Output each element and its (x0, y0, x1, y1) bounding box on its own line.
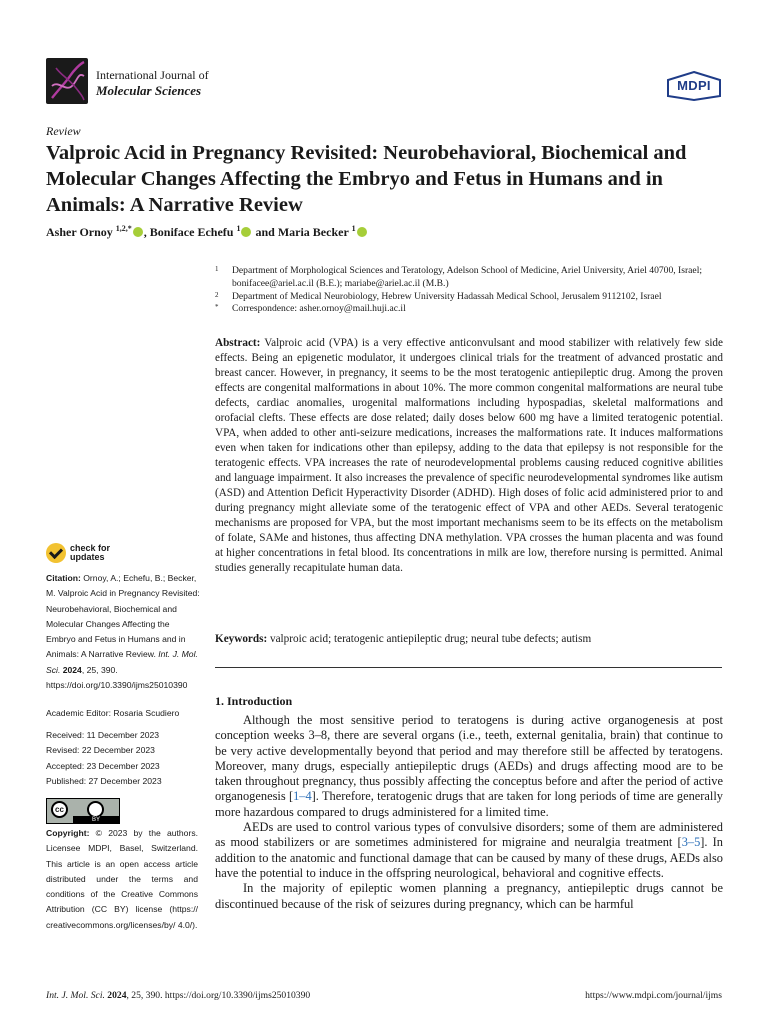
reference-link[interactable]: 1–4 (293, 789, 312, 804)
published-date: Published: 27 December 2023 (46, 775, 162, 786)
reference-link[interactable]: 3–5 (681, 835, 701, 850)
affiliation-mark: * (215, 303, 219, 312)
check-updates-line2: updates (70, 552, 105, 562)
mdpi-logo-text: MDPI (677, 78, 711, 93)
footer-citation (46, 990, 310, 1001)
revised-date: Revised: 22 December 2023 (46, 745, 155, 756)
affiliation-item (215, 291, 725, 304)
correspondence-text[interactable]: Correspondence: asher.ornoy@mail.huji.ac.il (232, 303, 406, 315)
article-type: Review (46, 124, 81, 138)
orcid-icon[interactable] (357, 227, 367, 237)
citation (46, 571, 201, 693)
mdpi-logo (666, 71, 722, 101)
keywords (215, 632, 723, 647)
check-for-updates-button[interactable] (46, 543, 146, 567)
citation-label: Citation: (46, 573, 81, 583)
author-name[interactable]: Asher Ornoy (46, 225, 113, 239)
affiliation-mark: 2 (215, 290, 219, 299)
paragraph (215, 820, 723, 881)
abstract (215, 336, 723, 576)
footer-year: 2024 (107, 990, 127, 1001)
cc-by-label: BY (73, 816, 119, 824)
body-text (215, 713, 723, 912)
author-marks: 1,2,* (115, 224, 132, 233)
author-name[interactable]: Boniface Echefu (149, 225, 234, 239)
footer-url[interactable]: https://www.mdpi.com/journal/ijms (585, 990, 722, 1001)
cc-by-license-badge[interactable] (46, 798, 120, 824)
affiliation-item (215, 303, 725, 316)
paragraph (215, 713, 723, 820)
copyright-notice (46, 826, 198, 933)
affiliation-mark: 1 (215, 265, 219, 273)
copyright-label: Copyright: (46, 828, 90, 838)
copyright-text: © 2023 by the authors. Licensee MDPI, Basel, Switzerland. This article is an open access article distributed under the terms and conditions of the Creative Commons Attribution (CC BY) license (https:// creativecommons.org/licenses/by/ 4.0/). (46, 828, 199, 930)
author-name[interactable]: Maria Becker (277, 225, 349, 239)
cc-icon: cc (51, 801, 68, 818)
citation-year: 2024 (62, 664, 82, 675)
author-list (46, 224, 368, 240)
paragraph-text: ]. Therefore, teratogenic drugs that are taken for long periods of time are generally more hazardous compared to drugs administered for a limited time. (215, 789, 723, 819)
citation-journal: Int. J. Mol. Sci. (46, 649, 198, 675)
accepted-date: Accepted: 23 December 2023 (46, 760, 160, 771)
journal-name (96, 68, 209, 98)
section-divider (215, 667, 722, 668)
check-updates-label (70, 544, 110, 562)
check-icon (46, 543, 66, 563)
abstract-text: Valproic acid (VPA) is a very effective anticonvulsant and mood stabilizer with relatively few side effects. Being an epigenetic modulator, it undergoes clinical trials for the treatment of advanced prostatic and breast cancer. However, in pregnancy, it seems to be the most teratogenic antiepileptic drug. Among the proven effects are congenital malformations in about 10%. The more common congenital malformations are neural tube defects, cardiac anomalies, urogenital malformations including hypospadias, skeletal malformations and orofacial clefts. These effects are dose related; daily doses below 600 mg have a limited teratogenic potential. VPA, when added to other anti-seizure medications, increases the malformations rate. It induces malformations even when taken for indications other than epilepsy, adding to the data that epilepsy is not responsible for the teratogenic effects. VPA increases the rate of neurodevelopmental problems causing reduced cognitive abilities and language impairment. It also increases the prevalence of specific neurodevelopmental syndromes like autism (ASD) and Attention Deficit Hyperactivity Disorder (ADHD). High doses of folic acid administered prior to and during pregnancy might alleviate some of the teratogenic effect of VPA and other AEDs. Several teratogenic mechanisms are proposed for VPA, but the most important mechanisms seem to be its effects on the metabolism of folate, SAMe and histones, thus affecting DNA methylation. VPA crosses the human placenta and was found at higher concentrations in fetal blood. Its concentrations in milk are low, therefore nursing is permitted. Animal studies generally recapitulate human data. (215, 337, 723, 574)
affiliation-item (215, 265, 725, 291)
footer-doi[interactable]: , 25, 390. https://doi.org/10.3390/ijms25010390 (126, 990, 311, 1001)
keywords-label: Keywords: (215, 633, 268, 645)
affiliations (215, 265, 725, 316)
journal-name-line2: Molecular Sciences (96, 83, 202, 98)
check-updates-line1: check for (70, 543, 111, 553)
author-marks: 1 (236, 224, 241, 233)
journal-logo (46, 58, 88, 104)
paragraph-text: Although the most sensitive period to teratogens is during active organogenesis at post conception weeks 3–8, there are several organs (i.e., teeth, external genitalia, brain) that continue to be very active developmentally beyond that period and may therefore still be affected by teratogens. Moreover, many drugs, especially antiepileptic drugs (AEDs) and drugs affecting mood are to be taken throughout pregnancy, thus possibly affecting the conceptus before and after the period of active organogenesis [ (215, 713, 723, 804)
journal-name-line1: International Journal of (96, 68, 209, 82)
academic-editor: Academic Editor: Rosaria Scudiero (46, 708, 180, 718)
abstract-label: Abstract: (215, 337, 261, 349)
author-marks: 1 (351, 224, 356, 233)
article-title: Valproic Acid in Pregnancy Revisited: Neurobehavioral, Biochemical and Molecular Changes Affecting the Embryo and Fetus in Humans and in Animals: A Narrative Review (46, 142, 687, 216)
section-heading: 1. Introduction (215, 694, 293, 708)
author-separator: and (252, 225, 278, 239)
footer-journal: Int. J. Mol. Sci. (46, 990, 105, 1001)
orcid-icon[interactable] (133, 227, 143, 237)
paragraph: In the majority of epileptic women planning a pregnancy, antiepileptic drugs cannot be discontinued because of the risk of seizures during pregnancy, which can be harmful (215, 881, 723, 911)
received-date: Received: 11 December 2023 (46, 730, 160, 740)
orcid-icon[interactable] (241, 227, 251, 237)
citation-text: Ornoy, A.; Echefu, B.; Becker, M. Valproic Acid in Pregnancy Revisited: Neurobehavioral, Biochemical and Molecular Changes Affecting the Embryo and Fetus in Humans and in Animals: A Narrative Review. (46, 573, 200, 660)
paragraph-text: AEDs are used to control various types of convulsive disorders; some of them are administered as mood stabilizers or are sometimes administered for migraine and neuralgia treatment [ (215, 820, 723, 850)
author-separator: , (143, 225, 150, 239)
dates (46, 728, 162, 789)
affiliation-text: Department of Medical Neurobiology, Hebrew University Hadassah Medical School, Jerusalem 9112102, Israel (232, 290, 662, 302)
citation-doi[interactable]: , 25, 390. https://doi.org/10.3390/ijms25010390 (46, 664, 188, 691)
paragraph-text: ]. In addition to the anatomic and functional damage that can be caused by many of these drugs, AEDs also have the potential to induce in the offspring neurological, behavioral and cognitive effects. (215, 835, 723, 880)
keywords-text: valproic acid; teratogenic antiepileptic drug; neural tube defects; autism (270, 633, 592, 645)
affiliation-text: Department of Morphological Sciences and Teratology, Adelson School of Medicine, Ariel University, Ariel 40700, Israel; bonifacee@ariel.ac.il (B.E.); mariabe@ariel.ac.il (M.B.) (232, 265, 703, 289)
